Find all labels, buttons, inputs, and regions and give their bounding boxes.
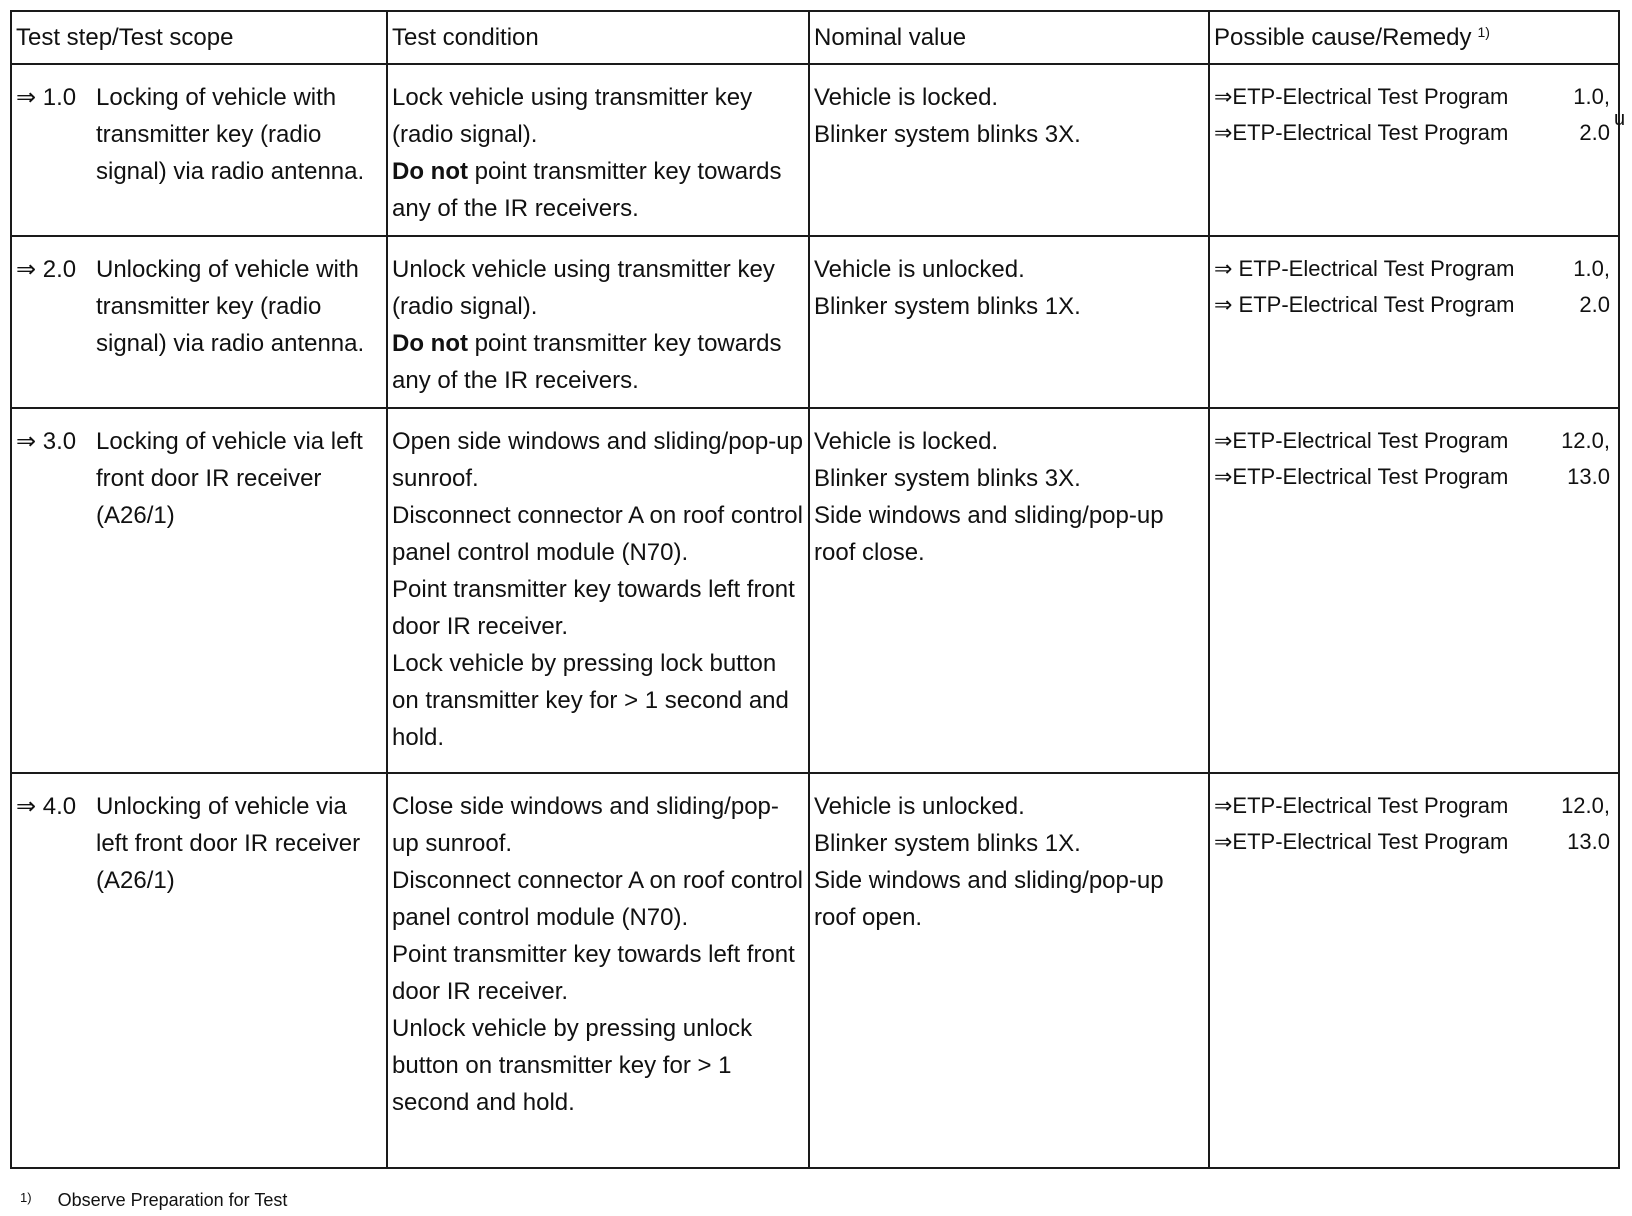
table-row [11,236,1619,408]
table-body [11,64,1619,1168]
cell-test-step [11,236,387,408]
header-test-step: Test step/Test scope [11,11,387,64]
condition-line [392,1010,804,1121]
cell-nominal-value [809,64,1209,236]
condition-text: Unlock vehicle by pressing unlock button on transmitter key for > 1 second and hold. [392,1015,753,1116]
cell-test-condition [387,236,809,408]
remedy-link[interactable] [1214,788,1614,824]
footnote [20,1190,287,1211]
remedy-link[interactable] [1214,251,1614,287]
condition-text: point transmitter key towards any of the IR receivers. [392,158,782,222]
remedy-reference: 2.0 [1579,120,1610,145]
remedy-text: ⇒ ETP-Electrical Test Program [1214,292,1515,317]
remedy-reference: 1.0, [1573,256,1610,281]
remedy-link[interactable] [1214,79,1614,115]
nominal-line: Blinker system blinks 3X. [814,465,1081,492]
nominal-line: Vehicle is locked. [814,84,999,111]
test-procedure-table [10,10,1620,1169]
cell-nominal-value [809,408,1209,773]
remedy-text: ⇒ETP-Electrical Test Program [1214,793,1509,818]
cell-test-step [11,64,387,236]
header-test-condition: Test condition [387,11,809,64]
nominal-line: Vehicle is locked. [814,428,999,455]
condition-text: Point transmitter key towards left front door IR receiver. [392,576,795,640]
table-row [11,408,1619,773]
condition-text: Lock vehicle using transmitter key (radio signal). [392,84,753,148]
footnote-mark: 1) [20,1190,32,1205]
step-scope: Locking of vehicle with transmitter key (radio signal) via radio antenna. [96,84,365,185]
table-row [11,773,1619,1168]
remedy-reference: 13.0 [1567,464,1610,489]
condition-text: Point transmitter key towards left front door IR receiver. [392,941,795,1005]
nominal-line: Blinker system blinks 1X. [814,830,1081,857]
step-number: ⇒ 3.0 [16,428,77,455]
remedy-text: ⇒ETP-Electrical Test Program [1214,829,1509,854]
condition-line [392,79,804,153]
remedy-reference: 1.0, [1573,84,1610,109]
cell-remedy [1209,773,1619,1168]
cell-remedy [1209,408,1619,773]
remedy-link[interactable] [1214,824,1614,860]
nominal-line: Vehicle is unlocked. [814,256,1025,283]
cell-test-condition [387,773,809,1168]
condition-line [392,153,804,227]
remedy-reference: 12.0, [1561,428,1610,453]
remedy-text: ⇒ETP-Electrical Test Program [1214,84,1509,109]
condition-line [392,251,804,325]
remedy-link[interactable] [1214,115,1614,151]
cell-nominal-value [809,236,1209,408]
condition-line [392,423,804,497]
cell-test-step [11,408,387,773]
cell-nominal-value [809,773,1209,1168]
header-footnote-ref: 1) [1477,24,1490,40]
nominal-line: Side windows and sliding/pop-up roof open. [814,867,1164,931]
nominal-line: Blinker system blinks 1X. [814,293,1081,320]
remedy-text: ⇒ETP-Electrical Test Program [1214,464,1509,489]
condition-line [392,325,804,399]
remedy-text: ⇒ETP-Electrical Test Program [1214,120,1509,145]
remedy-link[interactable] [1214,423,1614,459]
nominal-line: Blinker system blinks 3X. [814,121,1081,148]
condition-text: Disconnect connector A on roof control panel control module (N70). [392,502,803,566]
margin-mark: u [1614,108,1626,130]
condition-emphasis: Do not [392,330,468,357]
condition-line [392,788,804,862]
cell-test-condition [387,408,809,773]
condition-text: Unlock vehicle using transmitter key (radio signal). [392,256,775,320]
step-scope: Locking of vehicle via left front door IR receiver (A26/1) [96,428,363,529]
step-scope: Unlocking of vehicle with transmitter key (radio signal) via radio antenna. [96,256,365,357]
nominal-line: Side windows and sliding/pop-up roof close. [814,502,1164,566]
step-number: ⇒ 4.0 [16,793,77,820]
remedy-reference: 12.0, [1561,793,1610,818]
remedy-reference: 13.0 [1567,829,1610,854]
condition-text: Lock vehicle by pressing lock button on transmitter key for > 1 second and hold. [392,650,789,751]
condition-line [392,645,804,756]
step-number: ⇒ 1.0 [16,84,77,111]
table-header-row [11,11,1619,64]
step-scope: Unlocking of vehicle via left front door IR receiver (A26/1) [96,793,361,894]
cell-test-step [11,773,387,1168]
nominal-line: Vehicle is unlocked. [814,793,1025,820]
header-remedy: Possible cause/Remedy $^{1)}$ [1209,11,1619,64]
remedy-link[interactable] [1214,287,1614,323]
condition-text: Close side windows and sliding/pop-up sunroof. [392,793,779,857]
table-row [11,64,1619,236]
condition-emphasis: Do not [392,158,468,185]
footnote-text: Observe Preparation for Test [57,1190,288,1210]
condition-text: Disconnect connector A on roof control panel control module (N70). [392,867,803,931]
condition-line [392,497,804,571]
remedy-text: ⇒ ETP-Electrical Test Program [1214,256,1515,281]
condition-text: point transmitter key towards any of the IR receivers. [392,330,782,394]
cell-remedy [1209,236,1619,408]
remedy-reference: 2.0 [1579,292,1610,317]
condition-text: Open side windows and sliding/pop-up sunroof. [392,428,803,492]
remedy-link[interactable] [1214,459,1614,495]
condition-line [392,936,804,1010]
remedy-text: ⇒ETP-Electrical Test Program [1214,428,1509,453]
condition-line [392,571,804,645]
cell-test-condition [387,64,809,236]
condition-line [392,862,804,936]
step-number: ⇒ 2.0 [16,256,77,283]
cell-remedy [1209,64,1619,236]
header-nominal-value: Nominal value [809,11,1209,64]
